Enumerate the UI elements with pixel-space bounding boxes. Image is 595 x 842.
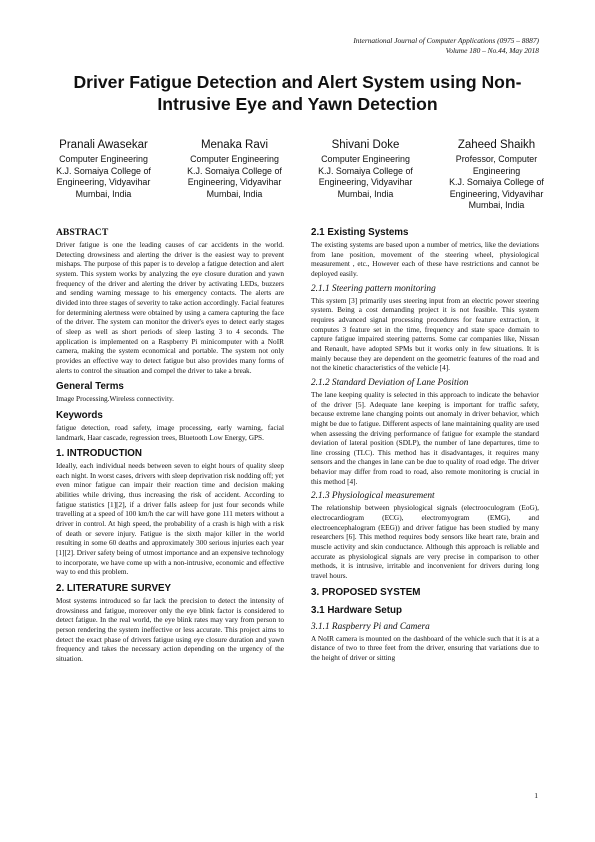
hardware-setup-heading: 3.1 Hardware Setup [311, 604, 402, 616]
author-2 [169, 138, 300, 212]
author-4 [431, 138, 562, 212]
author-affiliation: K.J. Somaiya College of [187, 165, 282, 176]
author-affiliation: Mumbai, India [468, 200, 525, 210]
author-1 [38, 138, 169, 212]
author-affiliation: Engineering, Vidyavihar [318, 177, 413, 187]
journal-volume: Volume 180 – No.44, May 2018 [445, 46, 539, 55]
author-name: Shivani Doke [331, 139, 400, 151]
author-3 [300, 138, 431, 212]
page-number: 1 [534, 791, 538, 800]
author-affiliation: Engineering, Vidyavihar [449, 188, 544, 199]
lane-position-heading: 2.1.2 Standard Deviation of Lane Position [311, 377, 469, 388]
abstract-heading: ABSTRACT [56, 227, 109, 238]
author-affiliation: Engineering, Vidyavihar [187, 177, 282, 187]
left-column [56, 227, 284, 664]
proposed-system-heading: 3. PROPOSED SYSTEM [311, 586, 421, 598]
introduction-text: Ideally, each individual needs between seven to eight hours of quality sleep each night. In worst cases, drivers with sleep deprivation risk nodding off; yet even minor fatigue can impair their reaction time and decision making abilities while driving, thus increasing the risk of accident. According to fatigue statistics [1][2], if a driver falls asleep for just four seconds while travelling at a speed of 100 km/h the car will have gone 111 meters without a driver in control. At high speed, the probability of a crash is high with a risk of death or severe injury. Fatigue is the sixth major killer in the world resulting in some 60 deaths and approximately 300 serious injuries each year [1][2]. Driver safety being of utmost importance and an expensive technology to incorporate, we have come up with a non-intrusive, economic and effective way to end this problem. [56, 461, 284, 577]
steering-heading: 2.1.1 Steering pattern monitoring [311, 283, 436, 294]
author-affiliation: K.J. Somaiya College of [56, 165, 151, 176]
author-affiliation: Mumbai, India [337, 188, 394, 199]
physiological-heading: 2.1.3 Physiological measurement [311, 491, 435, 502]
existing-systems-text: The existing systems are based upon a number of metrics, like the deviations from lane position, movement of the steering wheel, physiological measurement , etc., However each of these have restrictions and cannot be deployed easily. [311, 240, 539, 278]
author-affiliation: Mumbai, India [75, 188, 132, 199]
author-affiliation: Mumbai, India [206, 188, 263, 199]
existing-systems-heading: 2.1 Existing Systems [311, 227, 409, 238]
author-affiliation: K.J. Somaiya College of [449, 177, 544, 187]
right-column [311, 227, 539, 663]
author-affiliation: Computer Engineering [190, 154, 279, 164]
author-affiliation: Computer Engineering [59, 154, 148, 164]
camera-heading: 3.1.1 Raspberry Pi and Camera [311, 621, 430, 632]
abstract-text: Driver fatigue is one the leading causes of car accidents in the world. Detecting drowsiness and alerting the driver is the easiest way to prevent mishaps. The purpose of this paper is to develop a fatigue detection and alert system. This system works by analyzing the eye closure duration and yawn frequency of the driver and alerting the driver by activating LEDs, buzzers and sending warning message to his emergency contacts. The alerts are divided into three stages of severity to take action accordingly. Facial features for determining alertness were obtained by using a camera capturing the face of the driver. The system can monitor the driver's eyes to detect early stages of sleep as well as short periods of sleep lasting 3 to 4 seconds. The application is implemented on a Raspberry Pi minicomputer with a NoIR camera, making the system economical and portable. The system not only provides an effective way to detect fatigue but also provides many forms of alerts to control the situation and compel the driver to take a break. [56, 240, 284, 375]
author-affiliation: K.J. Somaiya College of [318, 165, 413, 176]
author-affiliation: Engineering, Vidyavihar [56, 177, 151, 187]
author-name: Pranali Awasekar [59, 139, 148, 151]
author-name: Zaheed Shaikh [457, 139, 536, 151]
author-affiliation: Computer Engineering [321, 154, 410, 164]
author-block [38, 138, 562, 212]
literature-survey-heading: 2. LITERATURE SURVEY [56, 583, 172, 595]
paper-title: Driver Fatigue Detection and Alert System using Non-Intrusive Eye and Yawn Detection [73, 72, 522, 114]
camera-text: A NoIR camera is mounted on the dashboard of the vehicle such that it is at a distance of two to three feet from the driver, ensuring that variations due to the height of driver or sitting [311, 633, 539, 662]
literature-survey-text: Most systems introduced so far lack the precision to detect the intensity of drowsiness and fatigue, moreover only the eye blink factor is considered to detect fatigue. In the real world, the eye blink rates may vary from person to person rendering the system ineffective or less accurate. This project aims to detect the exact phase of drivers fatigue using eye closure duration and yawn frequency and takes the necessary action depending on the urgency of the situation. [56, 596, 284, 663]
steering-text: This system [3] primarily uses steering input from an electric power steering system. Being a cost demanding project it is not feasible. This system requires advanced signal processing procedures for feature extraction, it computes 3 feature set in the time, frequency and state space domain to capture fatigue impaired steering patterns. Some car companies like, Nissan and Renault, have adopted SPMs but it works only in few situations. It is mainly because they are dependent on the geometric features of the road and not the kinetic characteristics of the vehicle [4]. [311, 295, 539, 373]
general-terms-heading: General Terms [56, 381, 124, 393]
general-terms-text: Image Processing.Wireless connectivity. [56, 394, 174, 404]
lane-position-text: The lane keeping quality is selected in this approach to indicate the behavior of the driver [5]. Adequate lane keeping is important for traffic safety, because extreme lane changing points out anomaly in driver behavior, which might be due to fatigue. Different aspects of lane maintaining quality are used when assessing the driving performance of fatigue for example the standard deviation of lateral position (SDLP), the number of lane departures, time to line crossing (TLC). This method has it disadvantages, it requires many sensors and the changes in lane can be due to quality of road edge. The driver behavior may differ from road to road, also remote monitoring is crucial in this method [4]. [311, 389, 539, 486]
keywords-heading: Keywords [56, 409, 103, 421]
author-name: Menaka Ravi [200, 139, 269, 151]
introduction-heading: 1. INTRODUCTION [56, 448, 142, 460]
journal-name: International Journal of Computer Applications (0975 – 8887) [353, 36, 539, 45]
journal-header [353, 36, 539, 56]
keywords-text: fatigue detection, road safety, image processing, early warning, facial landmark, Haar cascade, regression trees, Bluetooth Low Energy, GPS. [56, 422, 284, 442]
author-affiliation: Professor, Computer Engineering [455, 154, 538, 176]
physiological-text: The relationship between physiological signals (electrooculogram (EoG), electrocardiogram (ECG), electromyogram (EMG), and electroencephalogram (EEG)) and driver fatigue has been studied by many researchers [6]. This method requires body sensors like heart rate, brain and muscle activity and skin conductance. Although this approach is reliable and accurate as physiological signals are very precise in comparison to other methods, it is intrusive, irritable and inconvenient for drivers during long travel hours. [311, 503, 539, 581]
